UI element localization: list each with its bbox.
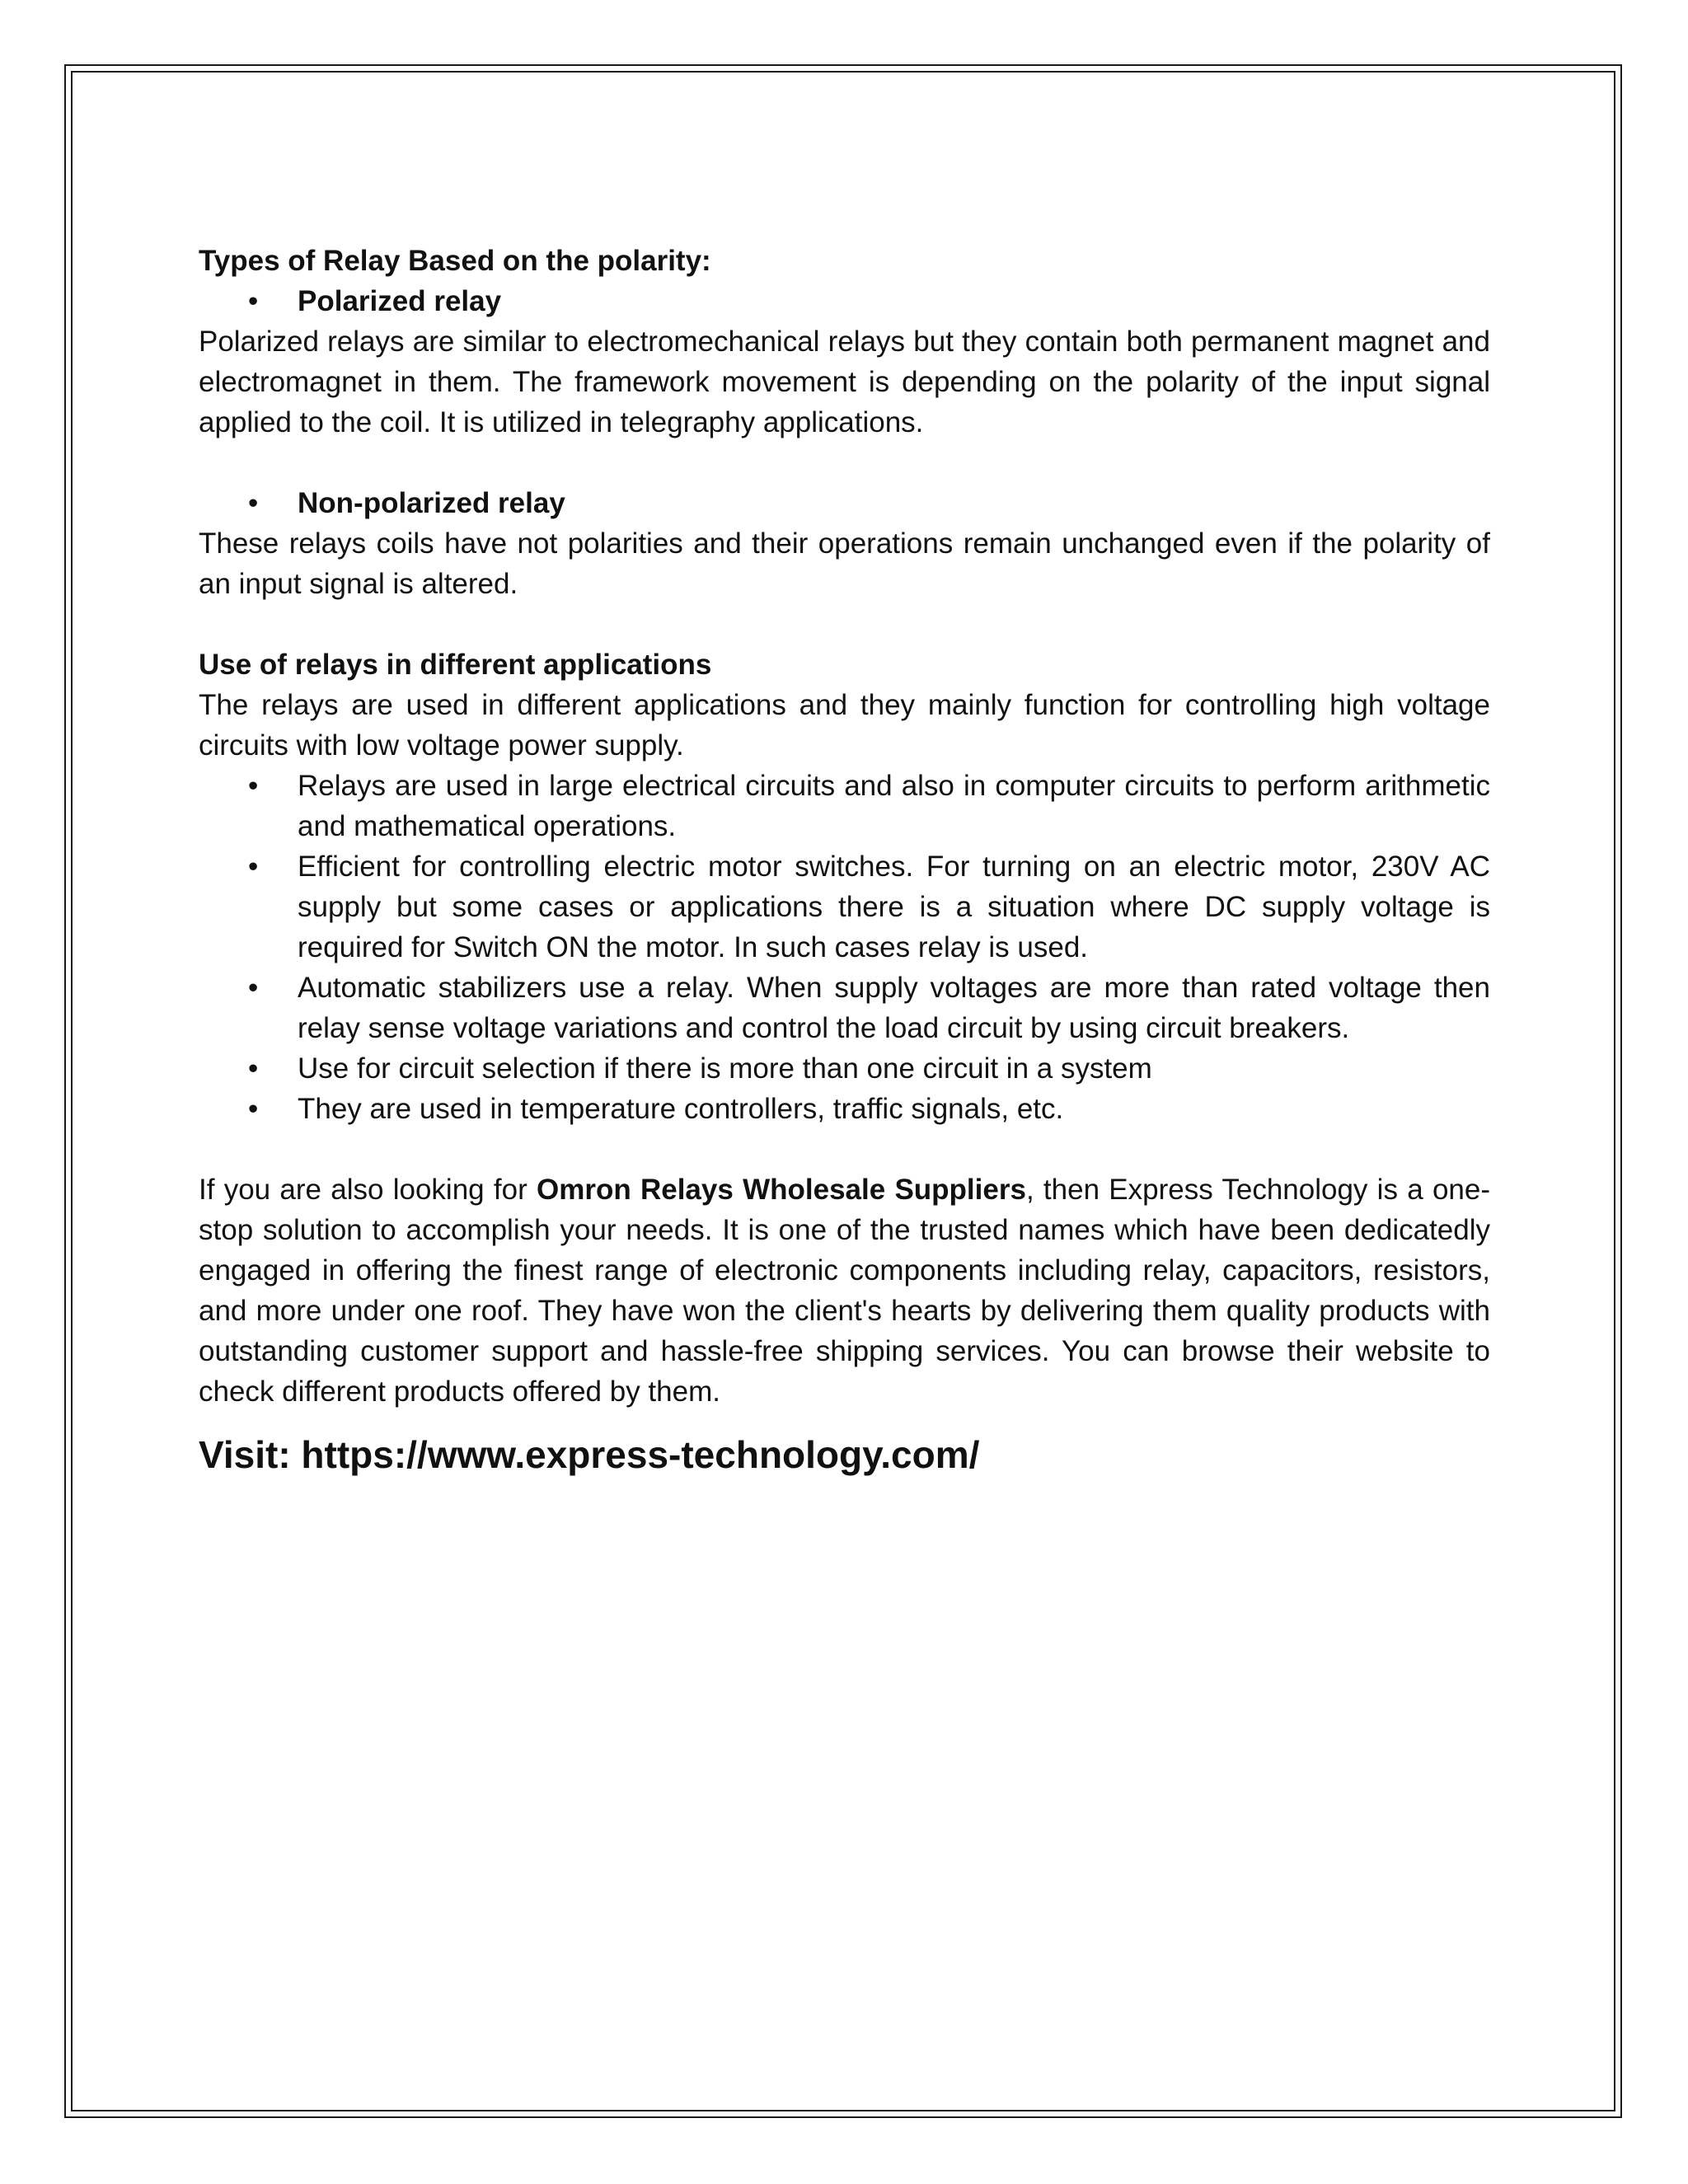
- polarized-title: Polarized relay: [298, 285, 502, 317]
- closing-prefix: If you are also looking for: [199, 1174, 537, 1206]
- list-item: [199, 766, 1490, 846]
- list-item-text: Use for circuit selection if there is more than one circuit in a system: [298, 1052, 1152, 1085]
- polarized-bullet-item: [199, 281, 1490, 321]
- nonpolarized-title: Non-polarized relay: [298, 487, 565, 519]
- applications-list: [199, 766, 1490, 1129]
- applications-intro: The relays are used in different applications and they mainly function for controlling high voltage circuits with low voltage power supply.: [199, 689, 1490, 762]
- list-item: [199, 968, 1490, 1048]
- polarized-bullet: [199, 281, 1490, 321]
- polarity-heading: Types of Relay Based on the polarity:: [199, 245, 711, 277]
- document-body: [199, 241, 1490, 1479]
- list-item-text: Automatic stabilizers use a relay. When supply voltages are more than rated voltage then relay sense voltage variations and control the load circuit by using circuit breakers.: [298, 972, 1490, 1044]
- polarized-body: Polarized relays are similar to electromechanical relays but they contain both permanent magnet and electromagnet in them. The framework movement is depending on the polarity of the input signal applied to the coil. It is utilized in telegraphy applications.: [199, 326, 1490, 438]
- bullet-glyph: •: [248, 1052, 259, 1085]
- list-item: [199, 846, 1490, 968]
- list-item-text: Efficient for controlling electric motor switches. For turning on an electric motor, 230V AC supply but some cases or applications there is a situation where DC supply voltage is required for Switch ON the motor. In such cases relay is used.: [298, 851, 1490, 963]
- bullet-glyph: •: [248, 487, 259, 519]
- spacer: [199, 443, 1490, 483]
- list-item: [199, 1048, 1490, 1089]
- nonpolarized-bullet-item: [199, 483, 1490, 523]
- spacer: [199, 604, 1490, 644]
- bullet-glyph: •: [248, 770, 259, 802]
- list-item-text: Relays are used in large electrical circuits and also in computer circuits to perform arithmetic and mathematical operations.: [298, 770, 1490, 842]
- bullet-glyph: •: [248, 972, 259, 1004]
- applications-heading: Use of relays in different applications: [199, 649, 712, 681]
- visit-url[interactable]: Visit: https://www.express-technology.com/: [199, 1433, 980, 1476]
- bullet-glyph: •: [248, 1093, 259, 1125]
- bullet-glyph: •: [248, 851, 259, 883]
- closing-paragraph: [199, 1169, 1490, 1412]
- bullet-glyph: •: [248, 285, 259, 317]
- nonpolarized-bullet: [199, 483, 1490, 523]
- list-item: [199, 1089, 1490, 1129]
- closing-suffix: , then Express Technology is a one-stop solution to accomplish your needs. It is one of the trusted names which have been dedicatedly engaged in offering the finest range of electronic components including relay, capacitors, resistors, and more under one roof. They have won the client's hearts by delivering them quality products with outstanding customer support and hassle-free shipping services. You can browse their website to check different products offered by them.: [199, 1174, 1490, 1408]
- nonpolarized-body: These relays coils have not polarities and their operations remain unchanged even if the polarity of an input signal is altered.: [199, 527, 1490, 600]
- list-item-text: They are used in temperature controllers, traffic signals, etc.: [298, 1093, 1064, 1125]
- supplier-link-text: Omron Relays Wholesale Suppliers: [536, 1174, 1026, 1206]
- spacer: [199, 1129, 1490, 1169]
